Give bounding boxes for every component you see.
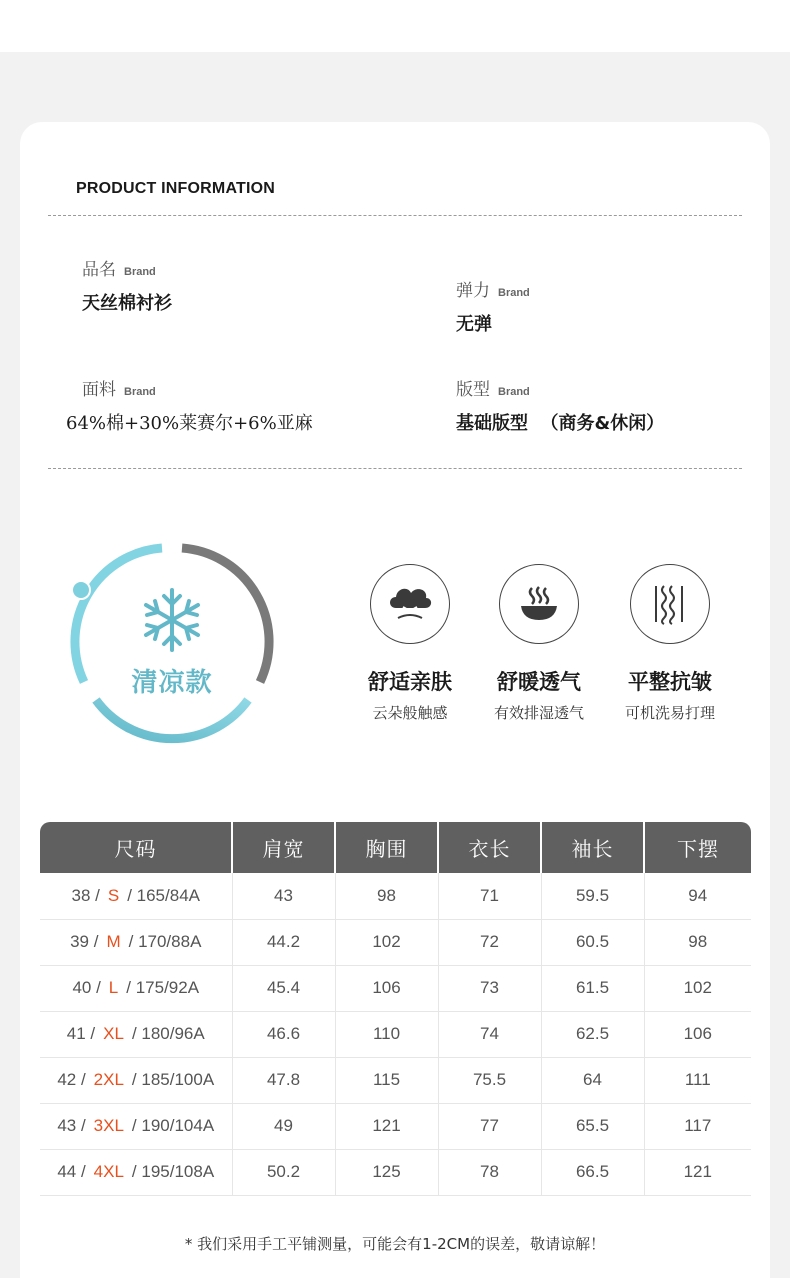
sleeve-cell: 60.5 (541, 919, 644, 965)
size-code: 2XL (93, 1070, 124, 1089)
section-title: PRODUCT INFORMATION (76, 180, 276, 197)
feature-title: 平整抗皱 (628, 670, 712, 694)
size-code: 3XL (93, 1116, 124, 1135)
measurement-note: * 我们采用手工平铺测量，可能会有1-2CM的误差，敬请谅解！ (184, 1235, 606, 1253)
hem-cell: 117 (644, 1103, 751, 1149)
table-row (40, 1057, 751, 1103)
sleeve-cell: 61.5 (541, 965, 644, 1011)
size-cell: 39 / M / 170/88A (40, 919, 232, 965)
table-row (40, 1011, 751, 1057)
sleeve-cell: 64 (541, 1057, 644, 1103)
ring-dot (72, 581, 90, 599)
size-cell: 42 / 2XL / 185/100A (40, 1057, 232, 1103)
size-code: S (107, 885, 120, 905)
length-cell: 73 (438, 965, 541, 1011)
size-code: 4XL (93, 1162, 124, 1181)
field-label: 版型 (456, 380, 490, 400)
shoulder-cell: 50.2 (232, 1149, 335, 1195)
sleeve-cell: 59.5 (541, 873, 644, 919)
table-row (40, 1103, 751, 1149)
cloud-icon (386, 584, 434, 624)
field-value: 天丝棉衬衫 (82, 293, 172, 314)
wave-lines-icon (646, 582, 694, 626)
hem-cell: 94 (644, 873, 751, 919)
feature-desc: 可机洗易打理 (624, 704, 715, 722)
sleeve-cell: 62.5 (541, 1011, 644, 1057)
field-sublabel: Brand (124, 386, 156, 398)
header-shoulder: 肩宽 (232, 822, 335, 873)
feature-desc: 有效排湿透气 (493, 704, 584, 722)
feature-warm (474, 564, 604, 723)
shoulder-cell: 47.8 (232, 1057, 335, 1103)
cool-ring-graphic (62, 532, 282, 752)
top-strip (0, 0, 790, 52)
field-sublabel: Brand (498, 386, 530, 398)
hem-cell: 106 (644, 1011, 751, 1057)
header-sleeve: 袖长 (541, 822, 644, 873)
hem-cell: 102 (644, 965, 751, 1011)
size-cell: 41 / XL / 180/96A (40, 1011, 232, 1057)
feature-wrinkle (605, 564, 735, 723)
length-cell: 77 (438, 1103, 541, 1149)
header-chest: 胸围 (335, 822, 438, 873)
size-table-header (40, 822, 751, 873)
field-fabric (66, 375, 313, 435)
field-sublabel: Brand (498, 287, 530, 299)
dashed-divider-top (48, 215, 742, 216)
header-size: 尺码 (40, 822, 232, 873)
chest-cell: 110 (335, 1011, 438, 1057)
field-label: 品名 (82, 260, 116, 280)
sleeve-cell: 65.5 (541, 1103, 644, 1149)
shoulder-cell: 49 (232, 1103, 335, 1149)
shoulder-cell: 45.4 (232, 965, 335, 1011)
sleeve-cell: 66.5 (541, 1149, 644, 1195)
dashed-divider-bottom (48, 468, 742, 469)
field-name (82, 255, 172, 315)
field-value: 64%棉+30%莱赛尔+6%亚麻 (66, 413, 313, 434)
hem-cell: 98 (644, 919, 751, 965)
chest-cell: 106 (335, 965, 438, 1011)
field-value: 无弹 (456, 314, 492, 335)
size-code: XL (103, 1024, 124, 1043)
cool-label: 清凉款 (131, 668, 213, 698)
length-cell: 71 (438, 873, 541, 919)
size-cell: 40 / L / 175/92A (40, 965, 232, 1011)
snowflake-icon (146, 590, 198, 650)
length-cell: 72 (438, 919, 541, 965)
feature-comfort (345, 564, 475, 723)
feature-desc: 云朵般触感 (372, 704, 448, 722)
feature-title: 舒暖透气 (497, 670, 581, 694)
field-fit (456, 375, 664, 435)
feature-icon-circle (370, 564, 450, 644)
shoulder-cell: 43 (232, 873, 335, 919)
size-code: L (108, 978, 119, 997)
chest-cell: 102 (335, 919, 438, 965)
header-hem: 下摆 (644, 822, 751, 873)
feature-icon-circle (630, 564, 710, 644)
field-value: 基础版型 （商务&休闲） (456, 413, 665, 434)
size-table (40, 822, 751, 1196)
size-cell: 43 / 3XL / 190/104A (40, 1103, 232, 1149)
shoulder-cell: 44.2 (232, 919, 335, 965)
chest-cell: 121 (335, 1103, 438, 1149)
length-cell: 74 (438, 1011, 541, 1057)
length-cell: 78 (438, 1149, 541, 1195)
hem-cell: 111 (644, 1057, 751, 1103)
length-cell: 75.5 (438, 1057, 541, 1103)
feature-title: 舒适亲肤 (368, 670, 452, 694)
table-row (40, 873, 751, 919)
field-label: 弹力 (456, 281, 490, 301)
table-row (40, 965, 751, 1011)
header-length: 衣长 (438, 822, 541, 873)
size-cell: 38 / S / 165/84A (40, 873, 232, 919)
field-elasticity (456, 276, 530, 336)
field-label: 面料 (82, 380, 116, 400)
steam-icon (515, 584, 563, 624)
chest-cell: 98 (335, 873, 438, 919)
size-cell: 44 / 4XL / 195/108A (40, 1149, 232, 1195)
chest-cell: 115 (335, 1057, 438, 1103)
shoulder-cell: 46.6 (232, 1011, 335, 1057)
size-code: M (106, 932, 121, 951)
field-sublabel: Brand (124, 266, 156, 278)
hem-cell: 121 (644, 1149, 751, 1195)
table-row (40, 919, 751, 965)
table-row (40, 1149, 751, 1195)
ring-arc-teal-bottom (96, 700, 248, 739)
feature-icon-circle (499, 564, 579, 644)
chest-cell: 125 (335, 1149, 438, 1195)
